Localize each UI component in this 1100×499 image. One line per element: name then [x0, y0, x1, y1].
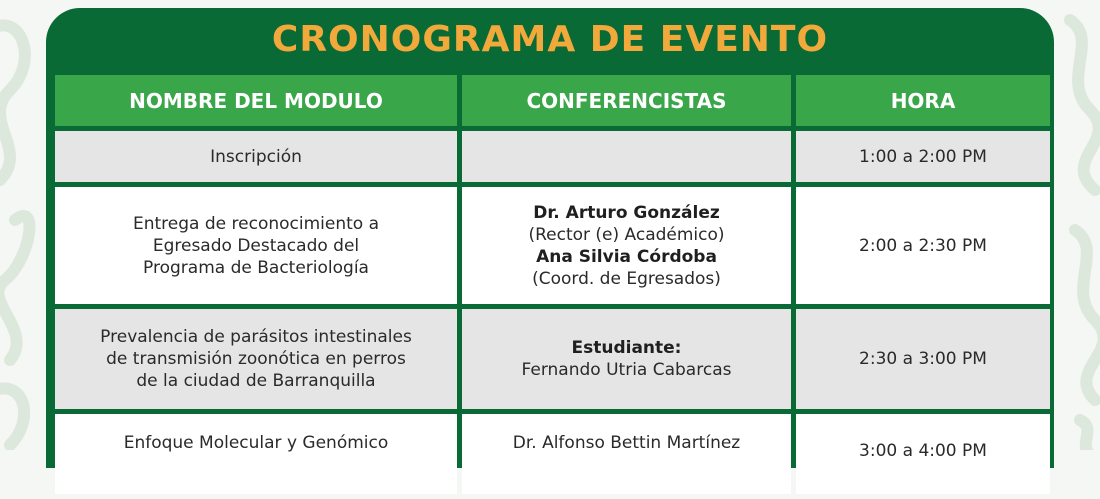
- module-text: Inscripción: [210, 146, 302, 167]
- speaker-role: (Rector (e) Académico): [528, 224, 725, 245]
- table-row: [55, 309, 1050, 409]
- speaker-name: Dr. Arturo González: [533, 202, 720, 223]
- module-text: Egresado Destacado del: [152, 235, 360, 256]
- schedule-table: [50, 70, 1055, 499]
- module-text: de transmisión zoonótica en perros: [106, 349, 406, 369]
- module-cell: [55, 414, 457, 494]
- page-title: CRONOGRAMA DE EVENTO: [271, 19, 829, 60]
- schedule-card: [46, 8, 1054, 468]
- speaker-role: (Coord. de Egresados): [532, 268, 721, 289]
- time-cell: 2:00 a 2:30 PM: [796, 187, 1050, 304]
- table-header-row: [55, 75, 1050, 126]
- table-row: [55, 414, 1050, 494]
- speaker-label: Estudiante:: [571, 338, 682, 358]
- column-header-module: NOMBRE DEL MODULO: [55, 75, 457, 126]
- module-text: Prevalencia de parásitos intestinales: [100, 327, 412, 347]
- module-text: Enfoque Molecular y Genómico: [123, 433, 389, 453]
- module-text: de la ciudad de Barranquilla: [136, 371, 376, 391]
- speaker-name: Dr. Alfonso Bettin Martínez: [512, 433, 741, 453]
- table-row: [55, 131, 1050, 182]
- module-text: Entrega de reconocimiento a: [133, 213, 379, 234]
- time-cell: 1:00 a 2:00 PM: [796, 131, 1050, 182]
- speakers-cell: [462, 309, 791, 409]
- time-cell: 2:30 a 3:00 PM: [796, 309, 1050, 409]
- speaker-name: Fernando Utria Cabarcas: [521, 360, 732, 380]
- module-cell: [55, 131, 457, 182]
- module-cell: [55, 309, 457, 409]
- table-row: [55, 187, 1050, 304]
- speakers-cell: [462, 131, 791, 182]
- module-cell: [55, 187, 457, 304]
- speaker-name: Ana Silvia Córdoba: [536, 246, 717, 267]
- time-cell: 3:00 a 4:00 PM: [796, 414, 1050, 494]
- column-header-speakers: CONFERENCISTAS: [462, 75, 791, 126]
- speakers-cell: [462, 187, 791, 304]
- column-header-time: HORA: [796, 75, 1050, 126]
- speakers-cell: [462, 414, 791, 494]
- module-text: Programa de Bacteriología: [143, 257, 369, 278]
